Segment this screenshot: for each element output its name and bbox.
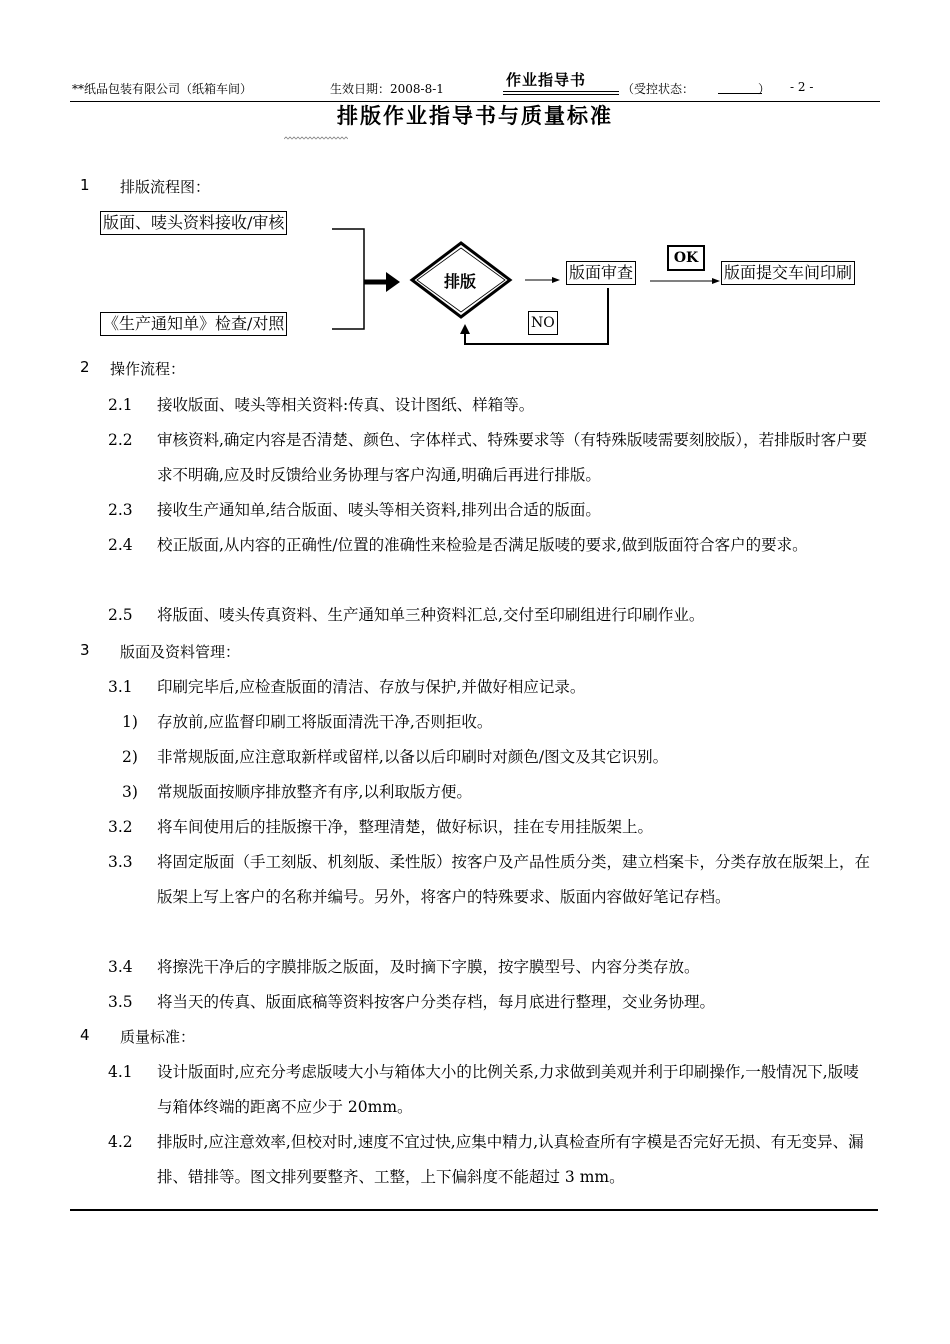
header-effective-date: 生效日期：2008-8-1 bbox=[330, 82, 444, 96]
item-text: 审核资料,确定内容是否清楚、颜色、字体样式、特殊要求等（有特殊版唛需要刻胶版），若排版时客户要求不明确,应及时反馈给业务协理与客户沟通,明确后再进行排版。 bbox=[157, 431, 868, 484]
item-text: 将版面、唛头传真资料、生产通知单三种资料汇总,交付至印刷组进行印刷作业。 bbox=[157, 606, 705, 624]
item-text: 接收版面、唛头等相关资料:传真、设计图纸、样箱等。 bbox=[157, 396, 535, 414]
item-text: 将固定版面（手工刻版、机刻版、柔性版）按客户及产品性质分类，建立档案卡，分类存放在版架上，在版架上写上客户的名称并编号。另外，将客户的特殊要求、版面内容做好笔记存档。 bbox=[157, 853, 871, 906]
section-3-heading bbox=[80, 641, 241, 661]
header-doc-type: 作业指导书 bbox=[506, 71, 587, 89]
item-text: 印刷完毕后,应检查版面的清洁、存放与保护,并做好相应记录。 bbox=[157, 678, 586, 696]
flow-output-box: 版面提交车间印刷 bbox=[721, 261, 855, 285]
header-company: **纸品包装有限公司（纸箱车间） bbox=[72, 82, 253, 96]
item-number: 3.2 bbox=[108, 818, 133, 836]
section-number: 4 bbox=[80, 1026, 90, 1044]
section-number: 2 bbox=[80, 358, 90, 376]
flow-input-production-notice: 《生产通知单》检查/对照 bbox=[100, 312, 287, 336]
section-title: 版面及资料管理： bbox=[120, 643, 241, 661]
item-number: 3.4 bbox=[108, 958, 133, 976]
footer-rule bbox=[70, 1209, 878, 1211]
item-text: 设计版面时,应充分考虑版唛大小与箱体大小的比例关系,力求做到美观并利于印刷操作,一般情况下,版唛与箱体终端的距离不应少于 20mm。 bbox=[157, 1063, 859, 1116]
flow-ok-label: OK bbox=[667, 245, 705, 271]
item-text: 存放前,应监督印刷工将版面清洗干净,否则拒收。 bbox=[157, 713, 493, 731]
section-number: 3 bbox=[80, 641, 90, 659]
flow-input-material-receipt: 版面、唛头资料接收/审核 bbox=[100, 211, 287, 235]
item-text: 非常规版面,应注意取新样或留样,以备以后印刷时对颜色/图文及其它识别。 bbox=[157, 748, 669, 766]
header-control-close: ） bbox=[758, 82, 771, 96]
item-number: 3.3 bbox=[108, 853, 133, 871]
item-number: 1) bbox=[122, 713, 138, 731]
document-title: 排版作业指导书与质量标准 bbox=[337, 104, 613, 128]
item-number: 4.2 bbox=[108, 1133, 133, 1151]
header-control-status: （受控状态： bbox=[622, 82, 695, 96]
item-text: 将当天的传真、版面底稿等资料按客户分类存档，每月底进行整理，交业务协理。 bbox=[157, 993, 716, 1011]
flow-no-label: NO bbox=[528, 311, 558, 335]
section-number: 1 bbox=[80, 176, 90, 194]
section-2-heading bbox=[80, 358, 186, 378]
item-text: 将车间使用后的挂版擦干净，整理清楚，做好标识，挂在专用挂版架上。 bbox=[157, 818, 654, 836]
flow-review-box: 版面审查 bbox=[566, 261, 636, 285]
item-number: 3) bbox=[122, 783, 138, 801]
section-title: 质量标准： bbox=[120, 1028, 196, 1046]
item-number: 2.2 bbox=[108, 431, 133, 449]
item-text: 将擦洗干净后的字膜排版之版面，及时摘下字膜，按字膜型号、内容分类存放。 bbox=[157, 958, 700, 976]
flowchart-lines bbox=[0, 0, 950, 360]
item-text: 校正版面,从内容的正确性/位置的准确性来检验是否满足版唛的要求,做到版面符合客户的要求。 bbox=[157, 536, 808, 554]
item-text: 排版时,应注意效率,但校对时,速度不宜过快,应集中精力,认真检查所有字模是否完好无损、有无变异、漏排、错排等。图文排列要整齐、工整，上下偏斜度不能超过 3 mm。 bbox=[157, 1133, 864, 1186]
item-number: 2) bbox=[122, 748, 138, 766]
item-number: 2.3 bbox=[108, 501, 133, 519]
section-title: 操作流程： bbox=[110, 360, 186, 378]
section-4-heading bbox=[80, 1026, 196, 1046]
item-text: 常规版面按顺序排放整齐有序,以利取版方便。 bbox=[157, 783, 472, 801]
item-number: 3.1 bbox=[108, 678, 133, 696]
flow-process-typesetting: 排版 bbox=[444, 272, 477, 291]
item-number: 3.5 bbox=[108, 993, 133, 1011]
section-title: 排版流程图： bbox=[120, 178, 211, 196]
header-page-number: - 2 - bbox=[790, 80, 814, 94]
item-number: 2.5 bbox=[108, 606, 133, 624]
item-number: 2.1 bbox=[108, 396, 133, 414]
item-text: 接收生产通知单,结合版面、唛头等相关资料,排列出合适的版面。 bbox=[157, 501, 601, 519]
item-number: 4.1 bbox=[108, 1063, 133, 1081]
item-number: 2.4 bbox=[108, 536, 133, 554]
